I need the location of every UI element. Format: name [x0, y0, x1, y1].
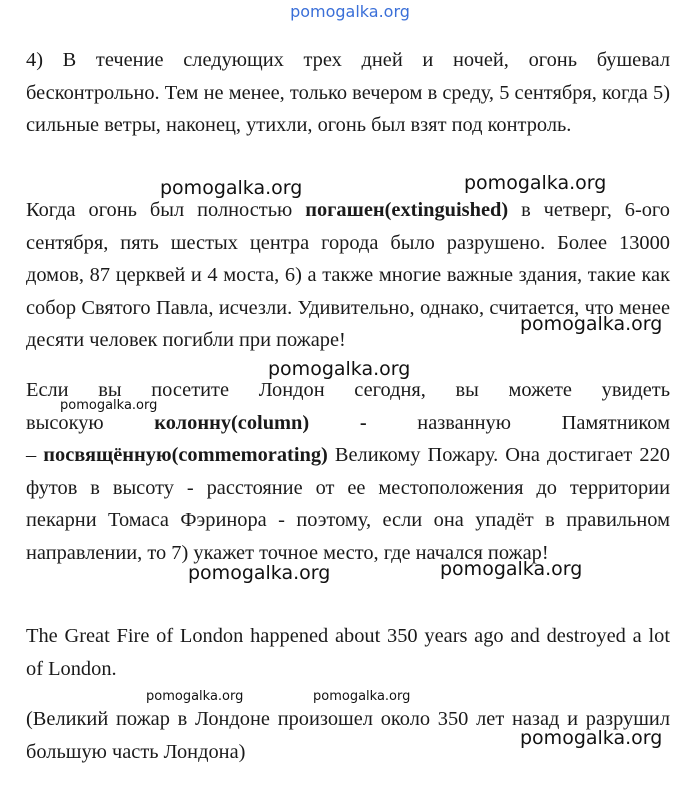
site-header-link[interactable]: pomogalka.org: [290, 2, 410, 21]
paragraph-3-rest: [26, 444, 670, 564]
paragraph-1: 4) В течение следующих трех дней и ночей, огонь бушевал бесконтрольно. Тем не менее, только вечером в среду, 5 сентября, когда 5) сильные ветры, наконец, утихли, огонь был взят под контроль.: [26, 49, 670, 136]
watermark: pomogalka.org: [60, 398, 158, 413]
paragraph-4: The Great Fire of London happened about 350 years ago and destroyed a lot of London.: [26, 625, 670, 680]
paragraph-3-text-c: Великому Пожару. Она достигает 220 футов в высоту - расстояние от ее местоположения до территории пекарни Томаса Фэринора - поэтому, если она упадёт в правильном направлении, то 7) укажет точное место, где начался пожар!: [26, 444, 670, 564]
watermark: pomogalka.org: [464, 172, 607, 194]
paragraph-3-text-a: высокую: [26, 411, 155, 434]
watermark: pomogalka.org: [440, 558, 583, 580]
term-commemorating: посвящённую(commemorating): [43, 444, 328, 466]
watermark: pomogalka.org: [520, 313, 663, 335]
watermark: pomogalka.org: [188, 562, 331, 584]
paragraph-3-dash: –: [26, 444, 44, 466]
paragraph-3-line-1: Если вы посетите Лондон сегодня, вы можете увидеть: [26, 379, 670, 401]
watermark: pomogalka.org: [146, 689, 244, 704]
paragraph-2-text-b: в четверг, 6-ого сентября, пять шестых центра города было разрушено. Более 13000 домов, 87 церквей и 4 моста, 6) а также многие важные здания, такие как собор Святого Павла, исчезли. Удивительно, однако, считается, что менее десяти человек погибли при пожаре!: [26, 199, 670, 351]
paragraph-5: (Великий пожар в Лондоне произошел около 350 лет назад и разрушил большую часть Лондона): [26, 708, 670, 763]
watermark: pomogalka.org: [268, 358, 411, 380]
term-extinguished: погашен(extinguished): [305, 199, 509, 221]
watermark: pomogalka.org: [313, 689, 411, 704]
watermark: pomogalka.org: [160, 177, 303, 199]
paragraph-3-text-b: названную Памятником: [366, 411, 670, 434]
watermark: pomogalka.org: [520, 727, 663, 749]
paragraph-2-text-a: Когда огонь был полностью: [26, 199, 306, 221]
term-column: колонну(column) -: [154, 411, 367, 434]
